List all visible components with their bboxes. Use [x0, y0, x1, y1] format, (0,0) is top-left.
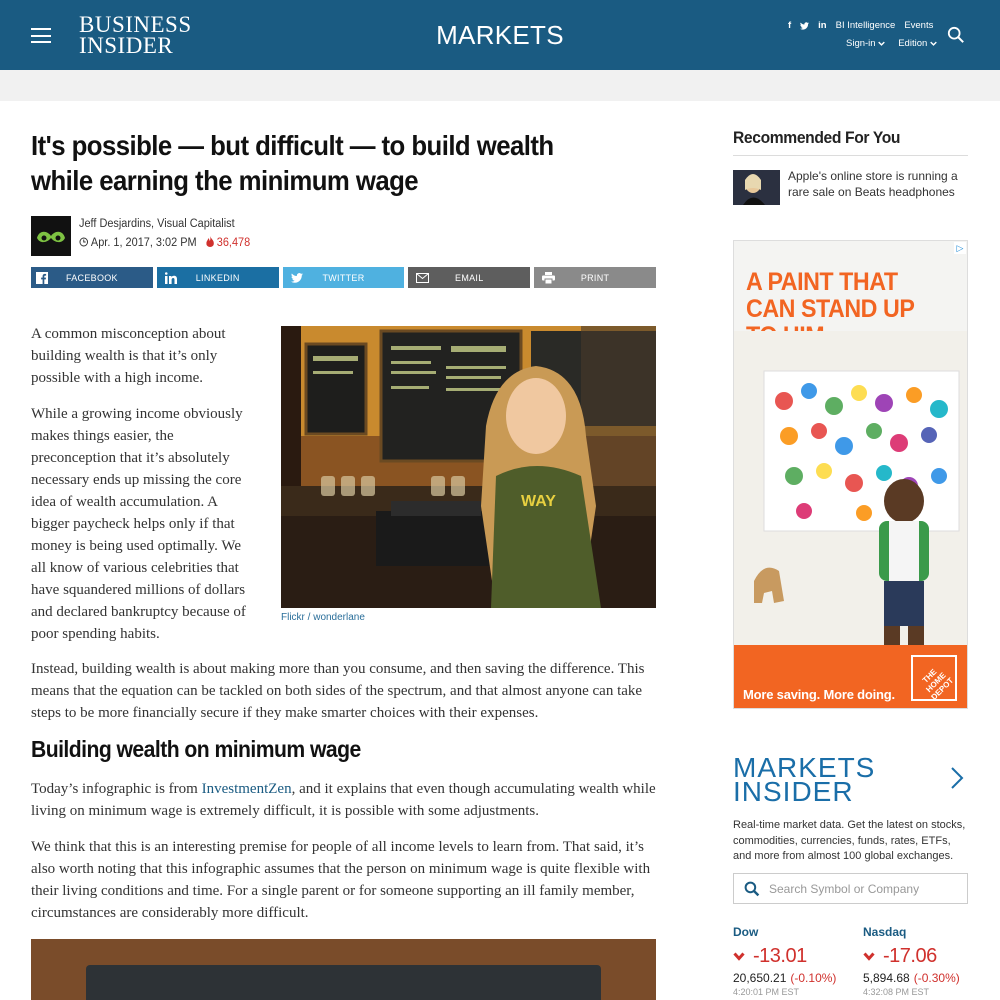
- share-facebook-button[interactable]: [31, 267, 153, 288]
- share-bar: [31, 267, 656, 288]
- ad-headline: A PAINT THAT CAN STAND UP: [746, 268, 914, 323]
- print-button[interactable]: [534, 267, 656, 288]
- index-change: [863, 945, 978, 968]
- section-title[interactable]: MARKETS: [436, 20, 564, 50]
- index-name: Nasdaq: [863, 925, 907, 939]
- signin-label: Sign-in: [846, 38, 876, 49]
- article-paragraph: We think that this is an interesting premise for people of all income levels to learn from. That said, it’s also worth noting that this infographic assumes that the person on minimum wage is quite flexible with their living conditions and time. For a single parent or for someone supporting an ill family member, circumstances are considerably more difficult.: [31, 839, 651, 921]
- share-linkedin-button[interactable]: [157, 267, 279, 288]
- visual-capitalist-logo-icon: [31, 216, 71, 256]
- mi-logo-line-1: MARKETS: [733, 752, 876, 783]
- index-time: 4:32:08 PM EST: [863, 987, 930, 997]
- flame-icon: [206, 236, 214, 247]
- section-heading: Building wealth on minimum wage: [31, 736, 361, 762]
- adchoices-icon[interactable]: ▷: [954, 242, 966, 254]
- site-logo[interactable]: [79, 14, 192, 56]
- index-change-value: -17.06: [883, 945, 937, 967]
- index-percent: (-0.30%): [913, 971, 960, 985]
- share-twitter-label: TWITTER: [322, 272, 365, 283]
- article-paragraph: [31, 778, 656, 822]
- events-link[interactable]: Events: [904, 20, 934, 31]
- index-change: [733, 945, 848, 968]
- chevron-down-icon: [733, 952, 745, 961]
- article-paragraph: A common misconception about building wealth is that it’s only possible with a high income.: [31, 326, 226, 386]
- article-meta: [79, 236, 250, 249]
- index-name: Dow: [733, 925, 759, 939]
- photo-caption[interactable]: Flickr / wonderlane: [281, 612, 365, 623]
- linkedin-icon[interactable]: in: [818, 20, 827, 31]
- article-photo[interactable]: [281, 326, 656, 608]
- edition-menu[interactable]: [898, 38, 937, 49]
- paragraph-text: , and it explains that even though accumulating wealth while living on minimum wage is extremely difficult, it is possible with some adjustments.: [31, 781, 656, 819]
- signin-menu[interactable]: [846, 38, 885, 49]
- index-value: 5,894.68: [863, 971, 910, 985]
- svg-text:WAY: WAY: [521, 493, 556, 510]
- author-avatar[interactable]: [31, 216, 71, 256]
- edition-label: Edition: [898, 38, 928, 49]
- chalkboard: [86, 965, 601, 1000]
- divider: [733, 155, 968, 156]
- investmentzen-link[interactable]: InvestmentZen: [201, 781, 292, 797]
- chevron-down-icon: [863, 952, 875, 961]
- top-nav: [788, 20, 933, 31]
- chevron-right-icon[interactable]: [948, 766, 966, 790]
- share-email-button[interactable]: [408, 267, 530, 288]
- article-paragraph: Instead, building wealth is about making more than you consume, and then saving the difference. This means that the equation can be tackled on both sides of the spectrum, and that almost anyone can take steps to be more financially secure if they make smarter choices with their expenses.: [31, 661, 645, 721]
- publish-date: [79, 237, 197, 249]
- index-value: 20,650.21: [733, 971, 787, 985]
- cafe-cashier-photo: [281, 326, 656, 608]
- share-email-label: EMAIL: [455, 272, 484, 283]
- publish-date-text: Apr. 1, 2017, 3:02 PM: [90, 236, 197, 249]
- menu-icon[interactable]: [31, 28, 51, 43]
- clock-icon: [79, 237, 89, 247]
- infographic-image[interactable]: [31, 939, 656, 1000]
- home-depot-logo: [911, 655, 957, 701]
- ad-image: [734, 331, 968, 651]
- search-icon[interactable]: [947, 26, 965, 44]
- chevron-down-icon: [930, 41, 937, 46]
- article-headline: It's possible — but difficult — to build wealth while earning the minimum wage: [31, 130, 554, 196]
- account-nav: [846, 38, 937, 49]
- logo-line-2: INSIDER: [79, 33, 174, 58]
- index-nasdaq[interactable]: [863, 925, 978, 997]
- index-dow[interactable]: [733, 925, 848, 997]
- view-count: [206, 236, 250, 249]
- recommended-thumbnail[interactable]: [733, 170, 780, 205]
- markets-description: Real-time market data. Get the latest on stocks, commodities, currencies, funds, rates, ETFs, and more from almost 100 global exchanges.: [733, 819, 966, 862]
- site-header: [0, 0, 1000, 70]
- view-count-text: 36,478: [216, 237, 251, 249]
- symbol-search-box[interactable]: [733, 873, 968, 904]
- share-linkedin-label: LINKEDIN: [195, 272, 240, 283]
- article-paragraph: While a growing income obviously makes things easier, the preconception that it’s absolutely necessary ends up missing the core idea of wealth accumulation. A bigger paycheck helps only if that money is being used optimally. We all know of various celebrities that have squandered millions of dollars and declared bankruptcy because of poor spending habits.: [31, 406, 246, 642]
- markets-insider-logo[interactable]: [733, 752, 876, 807]
- recommended-photo: [733, 170, 780, 205]
- index-time: 4:20:01 PM EST: [733, 987, 800, 997]
- logo-line-1: BUSINESS: [79, 12, 192, 37]
- ad-tagline: More saving. More doing.: [743, 687, 895, 702]
- recommended-link[interactable]: Apple's online store is running a rare sale on Beats headphones: [788, 169, 958, 199]
- recommended-title: Recommended For You: [733, 128, 901, 147]
- share-facebook-label: FACEBOOK: [65, 272, 118, 283]
- chevron-down-icon: [878, 41, 885, 46]
- author-name[interactable]: Jeff Desjardins, Visual Capitalist: [79, 218, 235, 230]
- search-icon: [744, 881, 760, 897]
- print-label: PRINT: [580, 272, 610, 283]
- bi-intelligence-link[interactable]: BI Intelligence: [835, 20, 896, 31]
- index-values: [733, 971, 848, 985]
- mi-logo-line-2: INSIDER: [733, 776, 854, 807]
- advertisement[interactable]: [733, 240, 968, 709]
- index-values: [863, 971, 978, 985]
- index-change-value: -13.01: [753, 945, 807, 967]
- index-percent: (-0.10%): [790, 971, 837, 985]
- twitter-icon[interactable]: [800, 22, 809, 30]
- sub-nav-bar: [0, 70, 1000, 101]
- facebook-icon[interactable]: f: [788, 20, 792, 31]
- share-twitter-button[interactable]: [283, 267, 405, 288]
- home-depot-logo-text: THE HOME DEPOT: [920, 667, 956, 702]
- symbol-search-input[interactable]: [769, 880, 959, 898]
- paragraph-text: Today’s infographic is from: [31, 781, 202, 797]
